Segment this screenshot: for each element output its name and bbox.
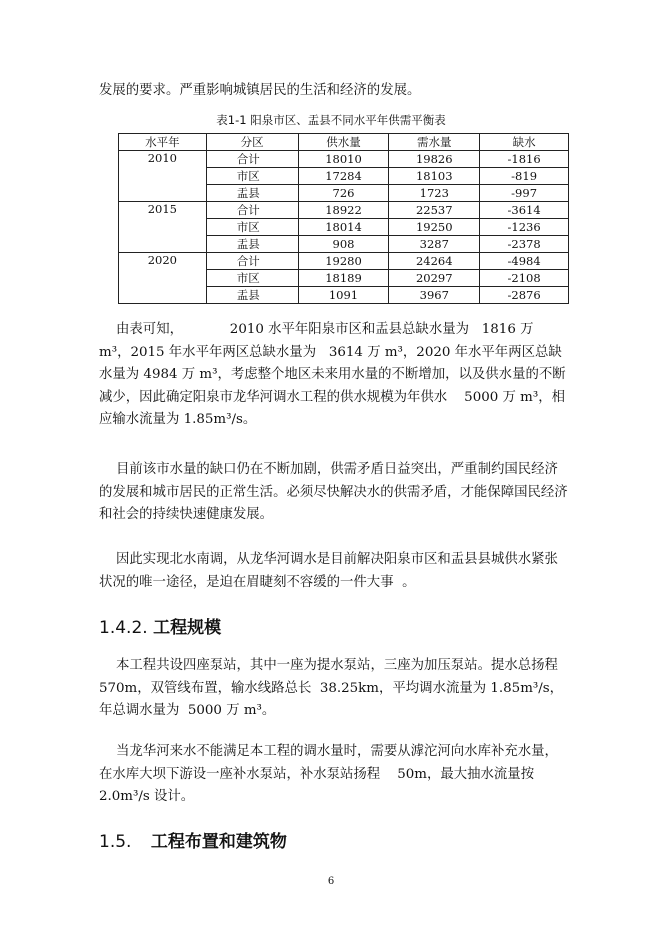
shortage-cell: -1816 bbox=[480, 151, 569, 168]
header-demand: 需水量 bbox=[389, 134, 480, 151]
section-title: 工程规模 bbox=[153, 618, 222, 638]
shortage-cell: -4984 bbox=[480, 253, 569, 270]
shortage-cell: -819 bbox=[480, 168, 569, 185]
section-heading-1-4-2 bbox=[99, 613, 221, 638]
page-number: 6 bbox=[327, 876, 335, 887]
shortage-cell: -1236 bbox=[480, 219, 569, 236]
shortage-cell: -997 bbox=[480, 185, 569, 202]
zone-cell: 市区 bbox=[206, 168, 298, 185]
supply-cell: 18922 bbox=[298, 202, 389, 219]
demand-cell: 3967 bbox=[389, 287, 480, 304]
header-year: 水平年 bbox=[119, 134, 207, 151]
supplement-paragraph: 当龙华河来水不能满足本工程的调水量时，需要从滹沱河向水库补充水量，在水库大坝下游设一座补水泵站，补水泵站扬程 50m，最大抽水流量按 2.0m³/s 设计。 bbox=[99, 744, 558, 804]
table-row bbox=[119, 202, 569, 219]
header-shortage: 缺水 bbox=[480, 134, 569, 151]
zone-cell: 盂县 bbox=[206, 236, 298, 253]
demand-cell: 24264 bbox=[389, 253, 480, 270]
shortage-cell: -3614 bbox=[480, 202, 569, 219]
year-cell: 2020 bbox=[119, 253, 207, 304]
demand-cell: 18103 bbox=[389, 168, 480, 185]
year-cell: 2010 bbox=[119, 151, 207, 202]
supply-cell: 908 bbox=[298, 236, 389, 253]
section-title: 工程布置和建筑物 bbox=[150, 832, 287, 852]
gap-paragraph: 目前该市水量的缺口仍在不断加剧，供需矛盾日益突出，严重制约国民经济的发展和城市居民的正常生活。必须尽快解决水的供需矛盾，才能保障国民经济和社会的持续快速健康发展。 bbox=[99, 462, 568, 522]
supply-demand-table bbox=[118, 133, 569, 304]
supply-cell: 18010 bbox=[298, 151, 389, 168]
section-heading-1-5 bbox=[99, 827, 287, 852]
supply-cell: 18189 bbox=[298, 270, 389, 287]
supply-cell: 18014 bbox=[298, 219, 389, 236]
table-row bbox=[119, 151, 569, 168]
zone-cell: 合计 bbox=[206, 151, 298, 168]
demand-cell: 22537 bbox=[389, 202, 480, 219]
intro-paragraph: 发展的要求。严重影响城镇居民的生活和经济的发展。 bbox=[99, 83, 421, 98]
zone-cell: 市区 bbox=[206, 270, 298, 287]
demand-cell: 19826 bbox=[389, 151, 480, 168]
section-number: 1.5. bbox=[99, 832, 132, 852]
supply-cell: 17284 bbox=[298, 168, 389, 185]
zone-cell: 盂县 bbox=[206, 287, 298, 304]
zone-cell: 合计 bbox=[206, 253, 298, 270]
table-caption: 表1-1 阳泉市区、盂县不同水平年供需平衡表 bbox=[216, 113, 446, 127]
table-row bbox=[119, 253, 569, 270]
shortage-cell: -2378 bbox=[480, 236, 569, 253]
conclusion-paragraph: 因此实现北水南调，从龙华河调水是目前解决阳泉市区和盂县县城供水紧张状况的唯一途径，是迫在眉睫刻不容缓的一件大事 。 bbox=[99, 552, 558, 590]
scale-paragraph: 本工程共设四座泵站，其中一座为提水泵站，三座为加压泵站。提水总扬程 570m，双管线布置，输水线路总长 38.25km，平均调水流量为 1.85m³/s，年总调水量为 5000 万 m³。 bbox=[99, 658, 564, 718]
supply-cell: 726 bbox=[298, 185, 389, 202]
demand-cell: 3287 bbox=[389, 236, 480, 253]
shortage-cell: -2108 bbox=[480, 270, 569, 287]
zone-cell: 盂县 bbox=[206, 185, 298, 202]
table-header-row bbox=[119, 134, 569, 151]
analysis-paragraph: 由表可知， 2010 水平年阳泉市区和盂县总缺水量为 1816 万 m³，2015 年水平年两区总缺水量为 3614 万 m³，2020 年水平年两区总缺水量为 4984 万 m³，考虑整个地区未来用水量的不断增加，以及供水量的不断减少，因此确定阳泉市龙华河调水工程的供水规模为年供水 5000 万 m³，相应输水流量为 1.85m³/s。 bbox=[99, 322, 566, 427]
header-zone: 分区 bbox=[206, 134, 298, 151]
shortage-cell: -2876 bbox=[480, 287, 569, 304]
section-number: 1.4.2. bbox=[99, 618, 148, 638]
demand-cell: 19250 bbox=[389, 219, 480, 236]
demand-cell: 20297 bbox=[389, 270, 480, 287]
supply-cell: 19280 bbox=[298, 253, 389, 270]
demand-cell: 1723 bbox=[389, 185, 480, 202]
header-supply: 供水量 bbox=[298, 134, 389, 151]
supply-cell: 1091 bbox=[298, 287, 389, 304]
year-cell: 2015 bbox=[119, 202, 207, 253]
zone-cell: 合计 bbox=[206, 202, 298, 219]
zone-cell: 市区 bbox=[206, 219, 298, 236]
